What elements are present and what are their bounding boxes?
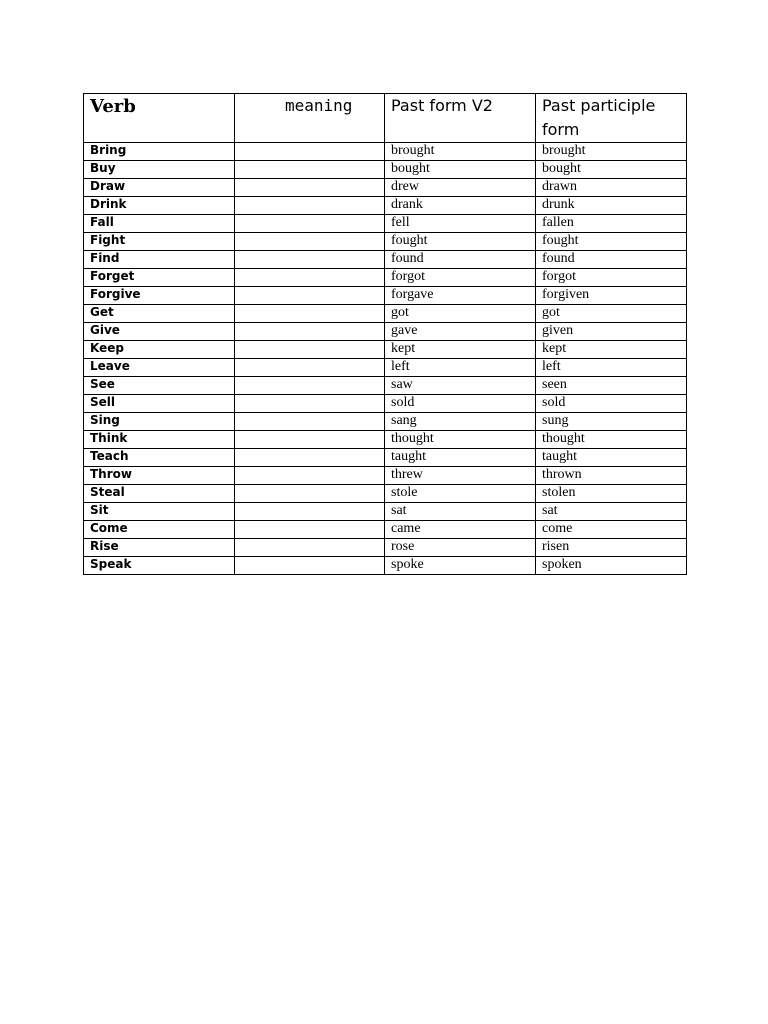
cell-verb: See — [84, 377, 235, 395]
cell-past-participle: risen — [536, 539, 687, 557]
cell-past-participle: thought — [536, 431, 687, 449]
cell-past-form: gave — [385, 323, 536, 341]
cell-past-participle: given — [536, 323, 687, 341]
cell-past-participle: found — [536, 251, 687, 269]
cell-past-participle: sung — [536, 413, 687, 431]
table-row — [84, 521, 687, 539]
table-row — [84, 305, 687, 323]
header-past-participle: Past participle form — [536, 94, 687, 143]
table-row — [84, 269, 687, 287]
cell-past-participle: taught — [536, 449, 687, 467]
cell-past-form: found — [385, 251, 536, 269]
cell-past-form: taught — [385, 449, 536, 467]
cell-past-form: sat — [385, 503, 536, 521]
cell-past-form: got — [385, 305, 536, 323]
cell-past-participle: kept — [536, 341, 687, 359]
cell-verb: Steal — [84, 485, 235, 503]
cell-past-form: spoke — [385, 557, 536, 575]
irregular-verbs-table — [83, 93, 687, 575]
cell-meaning — [235, 233, 385, 251]
cell-verb: Rise — [84, 539, 235, 557]
cell-verb: Give — [84, 323, 235, 341]
cell-past-participle: brought — [536, 143, 687, 161]
cell-past-form: saw — [385, 377, 536, 395]
cell-meaning — [235, 395, 385, 413]
table-row — [84, 467, 687, 485]
cell-past-participle: fought — [536, 233, 687, 251]
cell-meaning — [235, 341, 385, 359]
header-row — [84, 94, 687, 143]
cell-past-form: brought — [385, 143, 536, 161]
cell-meaning — [235, 197, 385, 215]
header-verb: Verb — [84, 94, 235, 143]
cell-past-form: rose — [385, 539, 536, 557]
cell-meaning — [235, 251, 385, 269]
cell-past-participle: bought — [536, 161, 687, 179]
table-row — [84, 431, 687, 449]
table-row — [84, 377, 687, 395]
cell-verb: Forgive — [84, 287, 235, 305]
cell-past-participle: sat — [536, 503, 687, 521]
cell-verb: Draw — [84, 179, 235, 197]
cell-past-participle: thrown — [536, 467, 687, 485]
cell-past-participle: got — [536, 305, 687, 323]
cell-past-form: forgot — [385, 269, 536, 287]
cell-past-form: bought — [385, 161, 536, 179]
cell-meaning — [235, 557, 385, 575]
cell-meaning — [235, 269, 385, 287]
cell-meaning — [235, 485, 385, 503]
cell-verb: Think — [84, 431, 235, 449]
cell-verb: Fall — [84, 215, 235, 233]
cell-past-participle: seen — [536, 377, 687, 395]
table-row — [84, 197, 687, 215]
cell-meaning — [235, 161, 385, 179]
cell-meaning — [235, 503, 385, 521]
cell-meaning — [235, 143, 385, 161]
cell-past-participle: drawn — [536, 179, 687, 197]
header-meaning: meaning — [235, 94, 385, 143]
cell-past-form: kept — [385, 341, 536, 359]
cell-meaning — [235, 413, 385, 431]
table-row — [84, 503, 687, 521]
table-row — [84, 557, 687, 575]
cell-verb: Find — [84, 251, 235, 269]
table-row — [84, 179, 687, 197]
table-row — [84, 413, 687, 431]
header-past-form: Past form V2 — [385, 94, 536, 143]
table-body — [84, 143, 687, 575]
table-row — [84, 539, 687, 557]
cell-past-participle: forgiven — [536, 287, 687, 305]
cell-verb: Get — [84, 305, 235, 323]
cell-meaning — [235, 179, 385, 197]
cell-verb: Speak — [84, 557, 235, 575]
cell-meaning — [235, 287, 385, 305]
cell-meaning — [235, 521, 385, 539]
cell-past-participle: sold — [536, 395, 687, 413]
cell-verb: Come — [84, 521, 235, 539]
cell-past-form: drew — [385, 179, 536, 197]
cell-verb: Teach — [84, 449, 235, 467]
table-row — [84, 485, 687, 503]
cell-verb: Drink — [84, 197, 235, 215]
cell-past-form: drank — [385, 197, 536, 215]
cell-meaning — [235, 215, 385, 233]
cell-past-form: left — [385, 359, 536, 377]
cell-past-form: threw — [385, 467, 536, 485]
table-row — [84, 323, 687, 341]
cell-meaning — [235, 323, 385, 341]
table-row — [84, 161, 687, 179]
table-row — [84, 395, 687, 413]
cell-meaning — [235, 377, 385, 395]
table-row — [84, 251, 687, 269]
cell-verb: Keep — [84, 341, 235, 359]
cell-past-participle: come — [536, 521, 687, 539]
cell-verb: Buy — [84, 161, 235, 179]
cell-verb: Throw — [84, 467, 235, 485]
table-row — [84, 449, 687, 467]
cell-meaning — [235, 539, 385, 557]
cell-past-participle: drunk — [536, 197, 687, 215]
cell-past-form: fought — [385, 233, 536, 251]
cell-verb: Leave — [84, 359, 235, 377]
cell-past-form: forgave — [385, 287, 536, 305]
cell-meaning — [235, 467, 385, 485]
cell-verb: Sell — [84, 395, 235, 413]
cell-past-form: came — [385, 521, 536, 539]
table-header — [84, 94, 687, 143]
cell-past-form: fell — [385, 215, 536, 233]
table-row — [84, 287, 687, 305]
cell-meaning — [235, 431, 385, 449]
cell-past-participle: forgot — [536, 269, 687, 287]
table-row — [84, 143, 687, 161]
cell-verb: Fight — [84, 233, 235, 251]
cell-past-participle: fallen — [536, 215, 687, 233]
cell-past-form: sang — [385, 413, 536, 431]
cell-meaning — [235, 305, 385, 323]
cell-verb: Bring — [84, 143, 235, 161]
cell-past-participle: spoken — [536, 557, 687, 575]
cell-verb: Sing — [84, 413, 235, 431]
cell-past-form: thought — [385, 431, 536, 449]
table-row — [84, 215, 687, 233]
table-row — [84, 341, 687, 359]
cell-verb: Sit — [84, 503, 235, 521]
cell-past-participle: left — [536, 359, 687, 377]
cell-past-form: stole — [385, 485, 536, 503]
cell-verb: Forget — [84, 269, 235, 287]
cell-past-participle: stolen — [536, 485, 687, 503]
table-row — [84, 359, 687, 377]
cell-past-form: sold — [385, 395, 536, 413]
cell-meaning — [235, 359, 385, 377]
table-row — [84, 233, 687, 251]
cell-meaning — [235, 449, 385, 467]
